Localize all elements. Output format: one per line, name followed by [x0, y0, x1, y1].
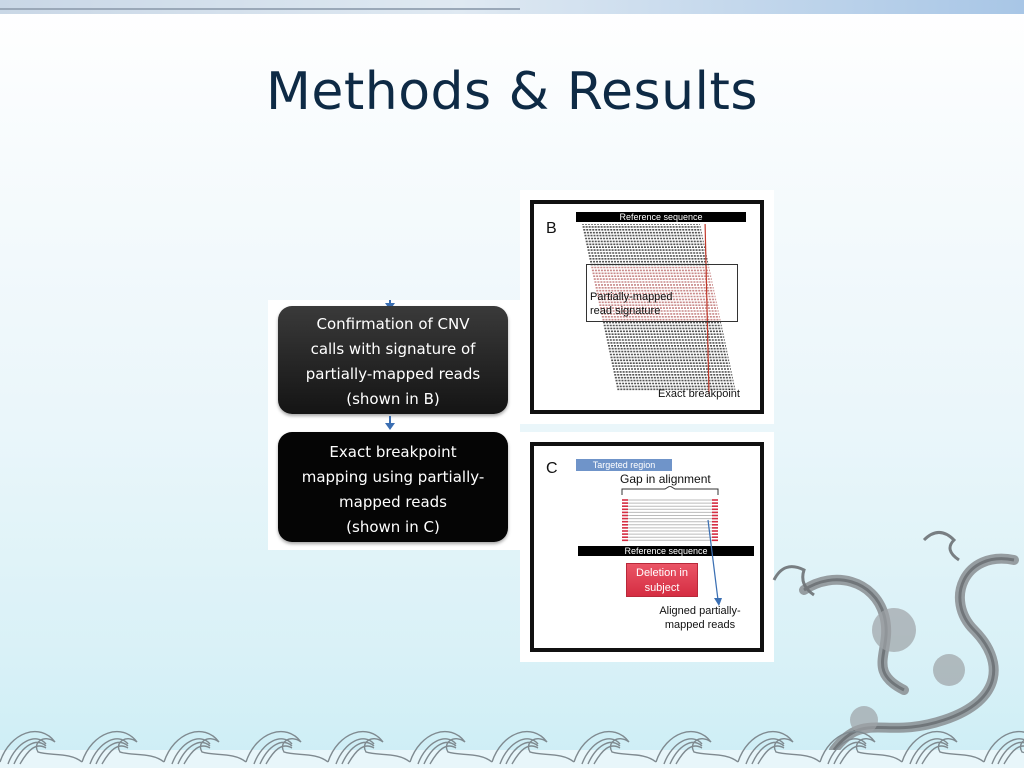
flow-box-line: partially-mapped reads [305, 365, 481, 383]
flow-box-line: (shown in C) [346, 518, 440, 536]
panel-b-letter: B [546, 220, 557, 237]
signature-label-line: read signature [590, 305, 661, 317]
figure-panel-b [520, 190, 774, 424]
top-decorative-rule [0, 0, 1024, 14]
breakpoint-label: Exact breakpoint [658, 388, 740, 400]
pointer-arrow-icon [700, 518, 724, 608]
deletion-label-line: subject [644, 582, 680, 594]
panel-c-letter: C [546, 460, 558, 477]
slide-title: Methods & Results [266, 62, 758, 122]
arrow-in-icon [389, 300, 391, 304]
gap-bracket-icon [620, 486, 720, 496]
aligned-label-line: mapped reads [664, 619, 736, 631]
arrow-down-icon [389, 416, 391, 424]
flow-box-breakpoint-mapping [278, 432, 508, 542]
flow-box-line: mapping using partially- [301, 468, 485, 486]
aligned-reads-label [650, 604, 750, 632]
deletion-label-line: Deletion in [636, 567, 688, 579]
figure-panel-c [520, 432, 774, 662]
flow-box-line: Exact breakpoint [329, 443, 457, 461]
flow-box-line: mapped reads [339, 493, 447, 511]
deletion-box [626, 563, 698, 597]
flow-box-line: calls with signature of [310, 340, 476, 358]
flow-box-confirmation [278, 306, 508, 414]
panel-b-reference-bar: Reference sequence [576, 212, 746, 222]
signature-label-line: Partially-mapped [590, 291, 673, 303]
wave-border-decoration [0, 712, 1024, 768]
signature-label [590, 290, 673, 318]
targeted-region-bar: Targeted region [576, 459, 672, 471]
aligned-label-line: Aligned partially- [659, 605, 741, 617]
gap-label: Gap in alignment [620, 472, 711, 486]
panel-c-reference-bar: Reference sequence [578, 546, 754, 556]
flow-box-line: Confirmation of CNV [316, 315, 470, 333]
flow-box-line: (shown in B) [346, 390, 440, 408]
flow-panel [268, 300, 520, 550]
